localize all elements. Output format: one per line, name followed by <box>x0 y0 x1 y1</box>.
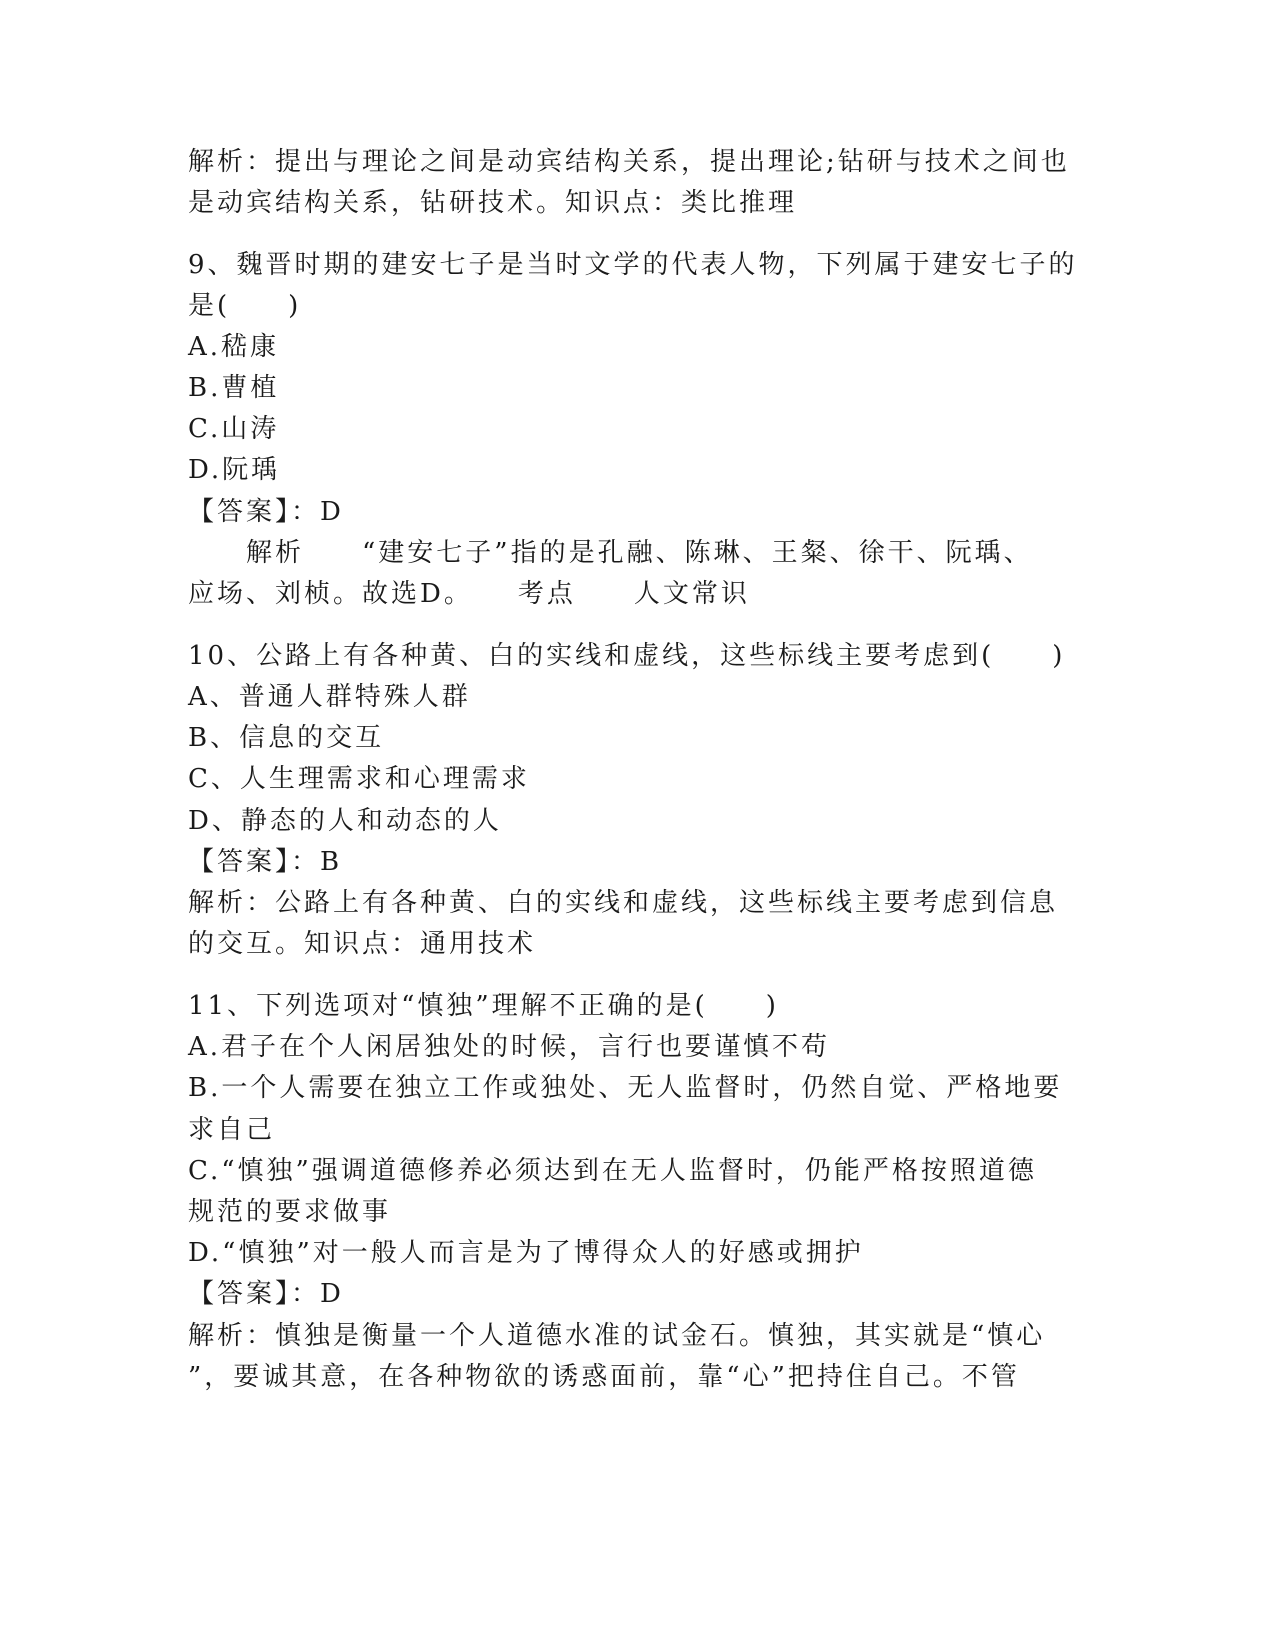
prev-explanation-line-2: 是动宾结构关系，钻研技术。知识点：类比推理 <box>188 188 798 218</box>
q9-option-a: A.嵇康 <box>188 332 280 362</box>
q11-option-b-line-1: B.一个人需要在独立工作或独处、无人监督时，仍然自觉、严格地要 <box>188 1073 1063 1103</box>
q10-stem: 10、公路上有各种黄、白的实线和虚线，这些标线主要考虑到( ) <box>188 641 1066 671</box>
q9-option-b: B.曹植 <box>188 373 280 403</box>
q10-option-a: A、普通人群特殊人群 <box>188 682 471 712</box>
q10-option-d: D、静态的人和动态的人 <box>188 806 502 836</box>
q9-explanation-line-2: 应场、刘桢。故选D。 考点 人文常识 <box>188 579 750 609</box>
q10-answer: 【答案】：B <box>188 847 343 877</box>
q9-stem-line-2: 是( ) <box>188 291 302 321</box>
q9-option-d: D.阮瑀 <box>188 455 281 485</box>
q11-explanation-line-1: 解析：慎独是衡量一个人道德水准的试金石。慎独，其实就是“慎心 <box>188 1321 1046 1351</box>
q9-stem-line-1: 9、魏晋时期的建安七子是当时文学的代表人物，下列属于建安七子的 <box>188 250 1078 280</box>
q10-explanation-line-2: 的交互。知识点：通用技术 <box>188 929 537 959</box>
q11-stem: 11、下列选项对“慎独”理解不正确的是( ) <box>188 991 779 1021</box>
q11-option-b-line-2: 求自己 <box>188 1115 276 1145</box>
q11-option-a: A.君子在个人闲居独处的时候，言行也要谨慎不苟 <box>188 1032 831 1062</box>
q10-option-c: C、人生理需求和心理需求 <box>188 764 530 794</box>
q11-answer: 【答案】：D <box>188 1279 344 1309</box>
q11-option-d: D.“慎独”对一般人而言是为了博得众人的好感或拥护 <box>188 1238 864 1268</box>
q10-explanation-line-1: 解析：公路上有各种黄、白的实线和虚线，这些标线主要考虑到信息 <box>188 888 1059 918</box>
q11-option-c-line-1: C.“慎独”强调道德修养必须达到在无人监督时，仍能严格按照道德 <box>188 1156 1037 1186</box>
prev-explanation-line-1: 解析：提出与理论之间是动宾结构关系，提出理论;钻研与技术之间也 <box>188 147 1070 177</box>
q9-answer: 【答案】：D <box>188 497 344 527</box>
q9-option-c: C.山涛 <box>188 414 280 444</box>
q11-explanation-line-2: ”，要诚其意，在各种物欲的诱惑面前，靠“心”把持住自己。不管 <box>188 1362 1020 1392</box>
q11-option-c-line-2: 规范的要求做事 <box>188 1197 392 1227</box>
q10-option-b: B、信息的交互 <box>188 723 385 753</box>
q9-explanation-line-1: 解析 “建安七子”指的是孔融、陈琳、王粲、徐干、阮瑀、 <box>188 538 1033 568</box>
